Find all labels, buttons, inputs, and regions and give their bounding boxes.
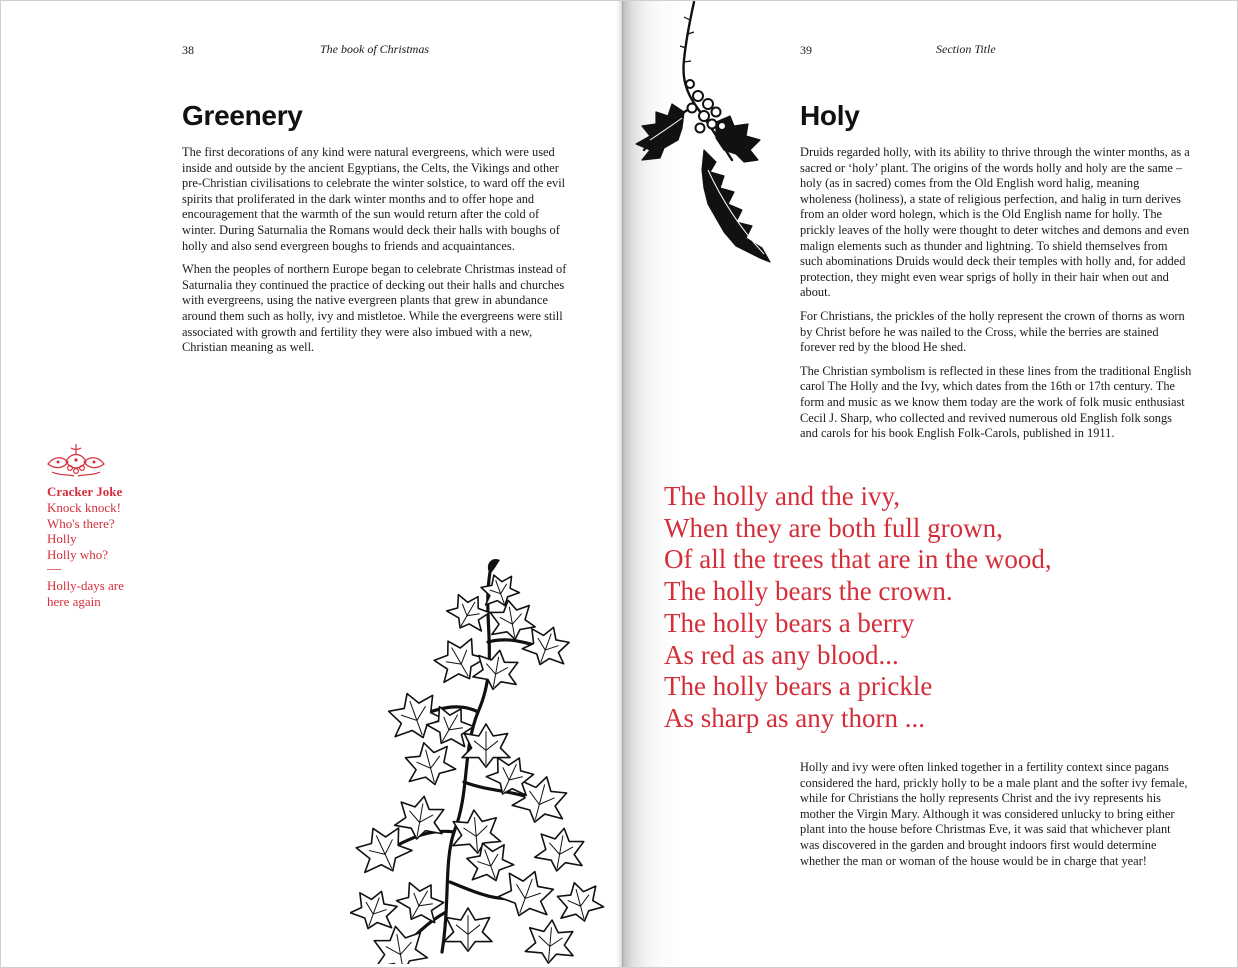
poem-line: The holly and the ivy, bbox=[664, 481, 900, 511]
poem-line: The holly bears a prickle bbox=[664, 671, 933, 702]
poem-line: The holly bears the crown. bbox=[664, 576, 953, 607]
paragraph: Holly and ivy were often linked together in a fertility context since pagans considered the hard, prickly holly to be a male plant and the softer ivy female, while for Christians the holly represents Christ and the ivy represents his mother the Virgin Mary. Although it was considered unlucky to bring either plant into the house before Christmas Eve, it was said that whichever plant was discovered in the garden and brought indoors first would determine whether the man or woman of the house would be in charge that year! bbox=[800, 760, 1188, 868]
joke-line: Knock knock! bbox=[47, 499, 122, 515]
page-number-right: 39 bbox=[800, 43, 812, 57]
divider bbox=[47, 569, 61, 570]
paragraph: Druids regarded holly, with its ability to thrive through the winter months, as a sacred or ‘holy’ plant. The origins of the words holly and holy are the same – holy (as in sacred) comes from the Old English word halig, meaning wholeness (holiness), a state of religious perfection, and halig in turn derives from an older word holegn, which is the Old English name for holly. The prickly leaves of the holly were thought to deter witches and demons and even malign elements such as thunder and lightning. To shield themselves from such abominations Druids would deck their temples with holly and, for added protection, they might even wear sprigs of holly in their hair when out and about. bbox=[800, 145, 1190, 300]
paragraph: For Christians, the prickles of the holly represent the crown of thorns as worn by Christ before he was nailed to the Cross, while the berries are stained forever red by the blood He shed. bbox=[800, 308, 1185, 355]
running-head-left: The book of Christmas bbox=[320, 42, 430, 56]
paragraph: The Christian symbolism is reflected in these lines from the traditional English carol The Holly and the Ivy, which dates from the 16th or 17th century. The form and music as we know them today are the work of folk music enthusiast Cecil J. Sharp, who collected and revived numerous old English folk songs and carols for his book English Folk-Carols, published in 1911. bbox=[800, 363, 1192, 441]
paragraph: The first decorations of any kind were natural evergreens, which were used inside and outside by the ancient Egyptians, the Celts, the Vikings and other pre-Christian civilisations to celebrate the winter solstice, to ward off the evil spirits that proliferated in the dark winter months and to offer hope and encouragement that the warmth of the sun would return after the cold of winter. During Saturnalia the Romans would deck their halls with boughs of holly and also send evergreen boughs to friends and acquaintances. bbox=[182, 145, 566, 253]
page-title-greenery: Greenery bbox=[182, 100, 303, 131]
joke-line: Holly who? bbox=[47, 547, 109, 563]
page-title-holy: Holy bbox=[800, 100, 860, 131]
carol-excerpt bbox=[664, 481, 1184, 735]
paragraph: When the peoples of northern Europe began to celebrate Christmas instead of Saturnalia they continued the practice of decking out their halls and churches with evergreens, using the native evergreen plants that grew in abundance around them such as holly, ivy and mistletoe. While the evergreens were still associated with growth and fertility they were also imbued with a new, Christian meaning as well. bbox=[182, 262, 567, 355]
poem-line: As red as any blood... bbox=[664, 639, 899, 670]
joke-line: Who's there? bbox=[47, 515, 115, 531]
holly-sprig-illustration bbox=[620, 0, 788, 272]
page-number-left: 38 bbox=[182, 43, 194, 57]
closing-paragraph bbox=[800, 760, 1192, 877]
joke-line: Holly bbox=[47, 531, 77, 547]
poem-line: Of all the trees that are in the wood, bbox=[664, 544, 1052, 575]
holy-body bbox=[800, 145, 1192, 450]
joke-punchline: here again bbox=[47, 593, 101, 609]
poem-line: As sharp as any thorn ... bbox=[664, 702, 925, 733]
running-head-right: Section Title bbox=[936, 42, 996, 56]
cracker-joke-sidebar bbox=[47, 484, 167, 610]
greenery-body bbox=[182, 145, 572, 364]
poem-line: The holly bears a berry bbox=[664, 607, 915, 638]
poem-line: When they are both full grown, bbox=[664, 512, 1003, 543]
cracker-joke-title: Cracker Joke bbox=[47, 484, 123, 499]
ivy-vine-illustration bbox=[350, 552, 612, 964]
ivy-leaf bbox=[370, 922, 429, 964]
joke-punchline: Holly-days are bbox=[47, 577, 124, 593]
holly-ornament-icon bbox=[44, 438, 108, 480]
